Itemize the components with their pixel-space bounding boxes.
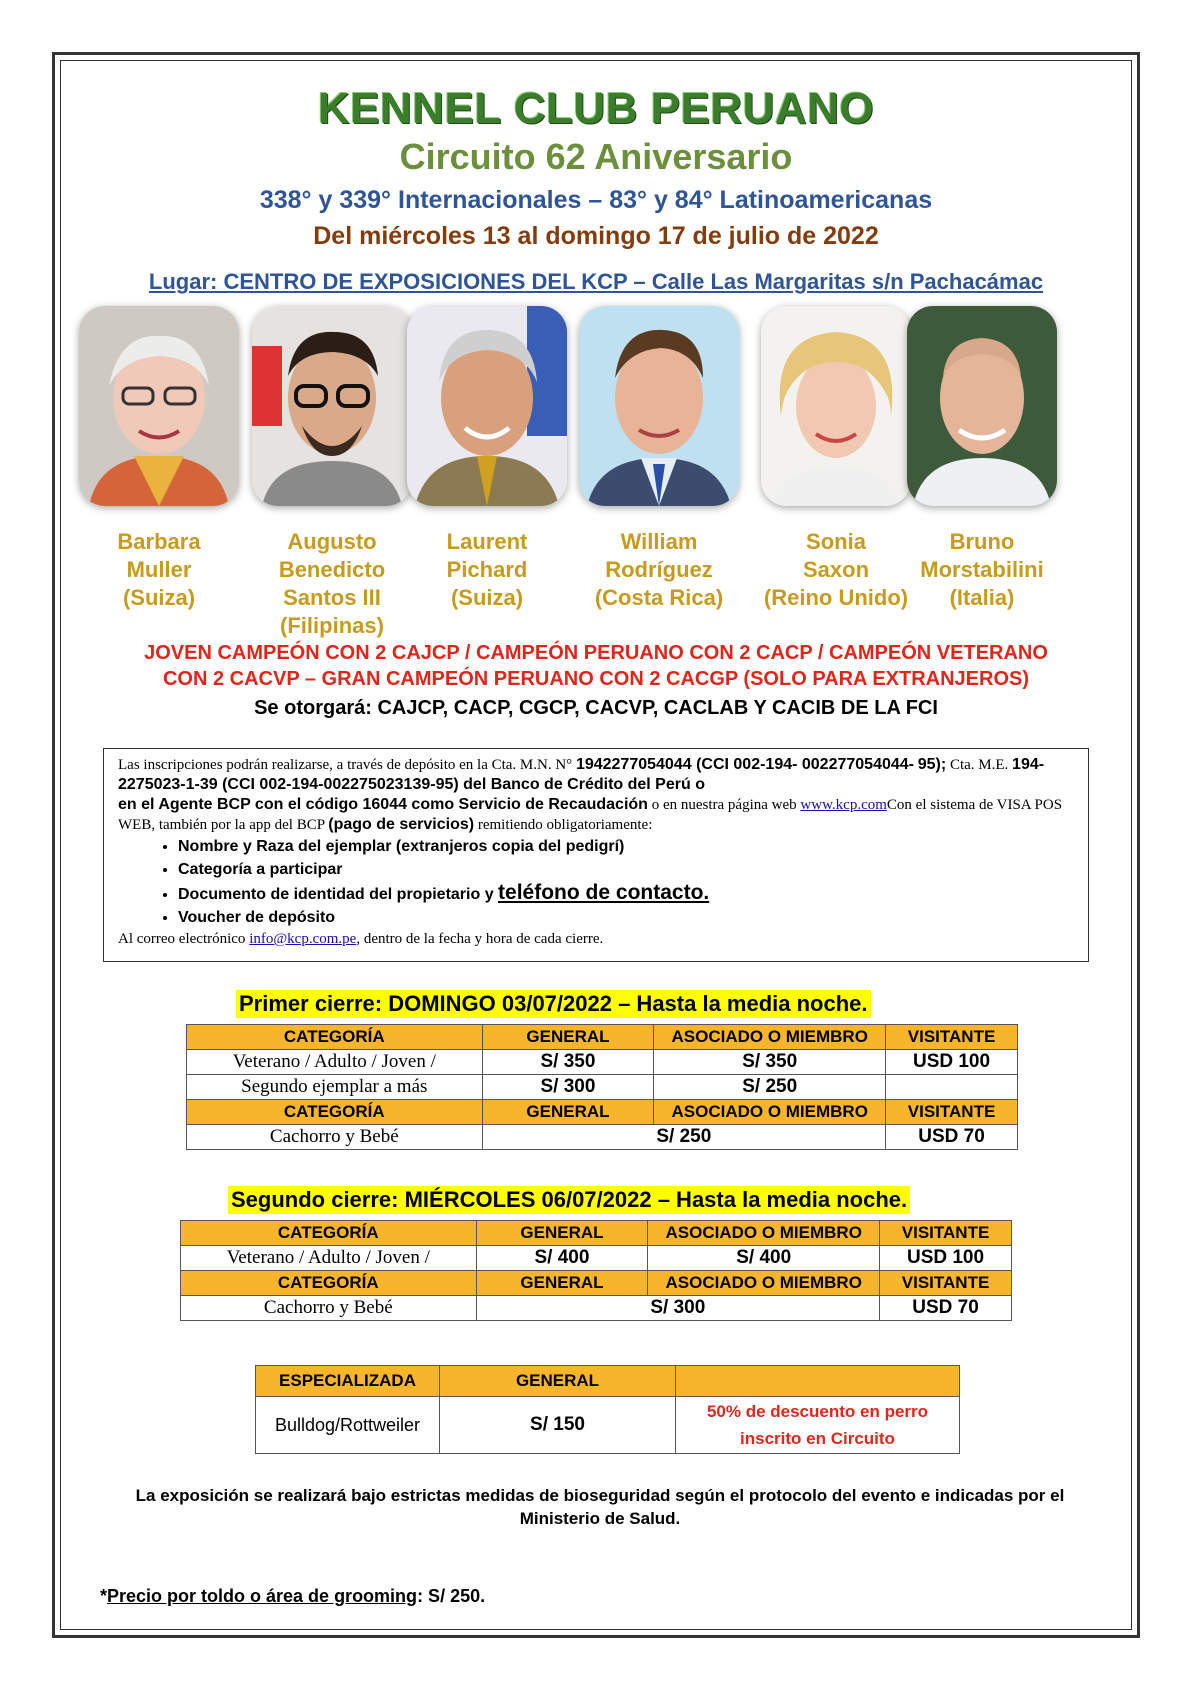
grooming-price-note: *Precio por toldo o área de grooming: S/ 250. bbox=[100, 1586, 486, 1606]
event-venue: Lugar: CENTRO DE EXPOSICIONES DEL KCP – Calle Las Margaritas s/n Pachacámac bbox=[148, 269, 1044, 294]
titles-line-2: CON 2 CACVP – GRAN CAMPEÓN PERUANO CON 2 CACGP (SOLO PARA EXTRANJEROS) bbox=[162, 668, 1030, 690]
page-title: KENNEL CLUB PERUANO bbox=[317, 84, 875, 133]
titles-line-1: JOVEN CAMPEÓN CON 2 CAJCP / CAMPEÓN PERUANO CON 2 CACP / CAMPEÓN VETERANO bbox=[144, 642, 1048, 664]
page-subtitle: Circuito 62 Aniversario bbox=[399, 136, 793, 177]
specialty-table bbox=[255, 1365, 960, 1454]
table-row: Cachorro y Bebé S/ 250 USD 70 bbox=[187, 1125, 1018, 1150]
table-row: ESPECIALIZADA GENERAL bbox=[256, 1366, 960, 1397]
judge-card bbox=[402, 306, 572, 612]
table-row: Bulldog/Rottweiler S/ 150 50% de descuento en perro inscrito en Circuito bbox=[256, 1397, 960, 1454]
list-item: • Documento de identidad del propietario y teléfono de contacto. bbox=[178, 881, 1074, 906]
table-row: CATEGORÍA GENERAL ASOCIADO O MIEMBRO VISITANTE bbox=[187, 1025, 1018, 1050]
judges-row bbox=[74, 306, 1120, 638]
requirements-list bbox=[118, 835, 1074, 929]
list-item: • Categoría a participar bbox=[178, 858, 1074, 881]
biosecurity-note: La exposición se realizará bajo estrictas medidas de bioseguridad según el protocolo del evento e indicadas por el Ministerio de Salud. bbox=[135, 1486, 1065, 1528]
judge-photo bbox=[907, 306, 1057, 506]
table-row: Veterano / Adulto / Joven / S/ 350 S/ 350 USD 100 bbox=[187, 1050, 1018, 1075]
table-row: Cachorro y Bebé S/ 300 USD 70 bbox=[181, 1296, 1012, 1321]
table-row: CATEGORÍA GENERAL ASOCIADO O MIEMBRO VISITANTE bbox=[181, 1221, 1012, 1246]
email-link[interactable]: info@kcp.com.pe bbox=[249, 931, 357, 947]
judge-name: Sonia Saxon (Reino Unido) bbox=[763, 529, 909, 610]
judge-card bbox=[882, 306, 1082, 612]
list-item: • Voucher de depósito bbox=[178, 906, 1074, 929]
judge-card bbox=[574, 306, 744, 612]
email-paragraph: Al correo electrónico info@kcp.com.pe, dentro de la fecha y hora de cada cierre. bbox=[118, 931, 604, 947]
website-link[interactable]: www.kcp.com bbox=[800, 797, 887, 813]
judge-name: Laurent Pichard (Suiza) bbox=[446, 529, 528, 610]
table-row: CATEGORÍA GENERAL ASOCIADO O MIEMBRO VISITANTE bbox=[187, 1100, 1018, 1125]
judge-name: Augusto Benedicto Santos III (Filipinas) bbox=[278, 529, 386, 638]
judge-photo bbox=[79, 306, 239, 506]
judge-name: Bruno Morstabilini (Italia) bbox=[920, 529, 1044, 610]
second-deadline-table bbox=[180, 1220, 1012, 1321]
registration-paragraph: Las inscripciones podrán realizarse, a través de depósito en la Cta. M.N. N° 1942277054044 (CCI 002-194- 002277054044- 95); Cta. M.E. 194-2275023-1-39 (CCI 002-194-002275023139-95) del Banco de Crédito del Perú o en el Agente BCP con el código 16044 como Servicio de Recaudación o en nuestra página web www.kcp.comCon el sistema de VISA POS WEB, también por la app del BCP (pago de servicios) remitiendo obligatoriamente: bbox=[118, 756, 1063, 833]
judge-card bbox=[74, 306, 244, 612]
judge-photo bbox=[579, 306, 739, 506]
judge-name: Barbara Muller (Suiza) bbox=[117, 529, 201, 610]
judge-photo bbox=[252, 306, 412, 506]
judge-name: William Rodríguez (Costa Rica) bbox=[594, 529, 724, 610]
list-item: • Nombre y Raza del ejemplar (extranjeros copia del pedigrí) bbox=[178, 835, 1074, 858]
awards-line: Se otorgará: CAJCP, CACP, CGCP, CACVP, CACLAB Y CACIB DE LA FCI bbox=[254, 697, 938, 719]
judge-photo bbox=[407, 306, 567, 506]
event-editions: 338° y 339° Internacionales – 83° y 84° Latinoamericanas bbox=[259, 186, 933, 214]
table-row: Veterano / Adulto / Joven / S/ 400 S/ 400 USD 100 bbox=[181, 1246, 1012, 1271]
registration-info bbox=[103, 748, 1089, 962]
table-row: Segundo ejemplar a más S/ 300 S/ 250 bbox=[187, 1075, 1018, 1100]
second-deadline-heading: Segundo cierre: MIÉRCOLES 06/07/2022 – Hasta la media noche. bbox=[228, 1186, 910, 1214]
first-deadline-table bbox=[186, 1024, 1018, 1150]
event-dates: Del miércoles 13 al domingo 17 de julio de 2022 bbox=[313, 222, 879, 250]
first-deadline-heading: Primer cierre: DOMINGO 03/07/2022 – Hasta la media noche. bbox=[236, 990, 871, 1018]
table-row: CATEGORÍA GENERAL ASOCIADO O MIEMBRO VISITANTE bbox=[181, 1271, 1012, 1296]
